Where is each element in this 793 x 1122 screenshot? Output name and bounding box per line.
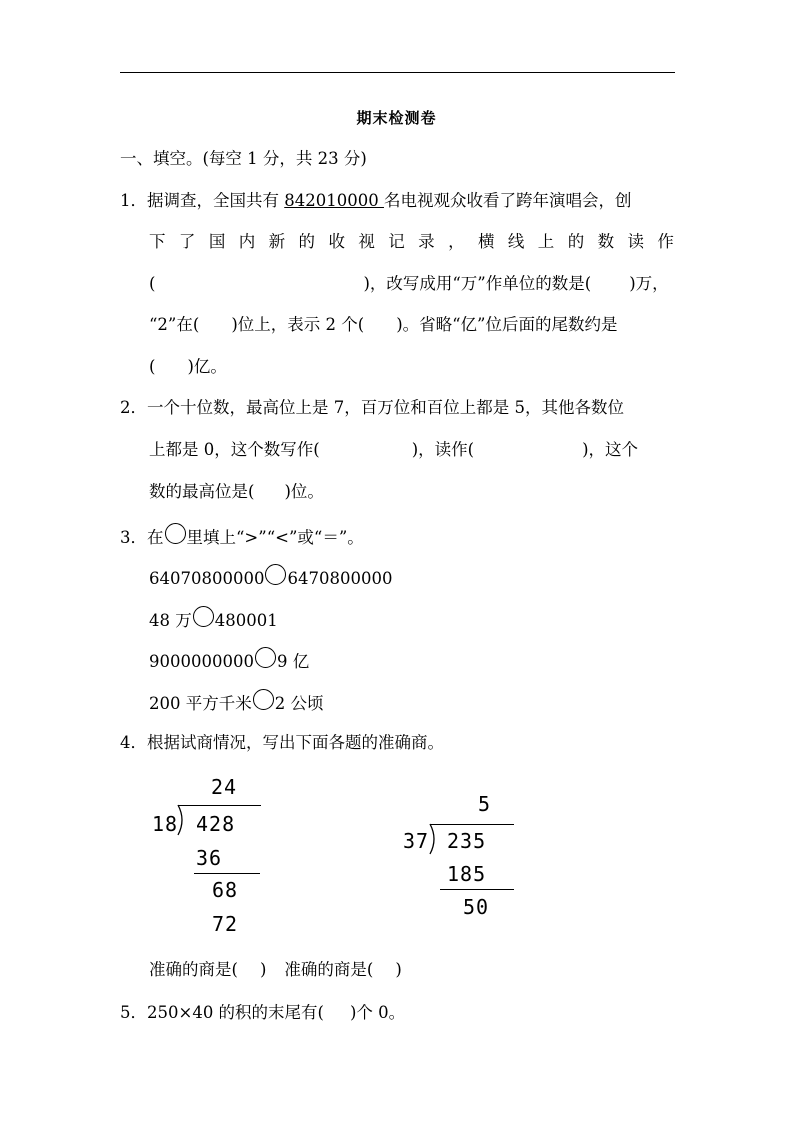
q3-left: 200 平方千米: [149, 694, 252, 713]
q1-text: )位上，表示 2 个(: [231, 315, 365, 334]
q3-item: [149, 568, 392, 590]
q1-line5: [149, 356, 227, 378]
q1-char: 录: [418, 232, 435, 251]
comparison-circle-input[interactable]: [253, 689, 274, 710]
q1-char: 收: [328, 232, 345, 251]
division-bracket-icon: [176, 805, 188, 835]
q5-line1: [120, 1002, 405, 1024]
q1-char: 下: [149, 232, 166, 251]
header-rule: [120, 72, 675, 73]
q3-left: 9000000000: [149, 652, 254, 671]
q2-text: )，这个: [582, 440, 638, 459]
division-bracket-icon: [428, 824, 440, 854]
q1-char: 国: [208, 232, 226, 251]
q1-number: 1．: [120, 191, 147, 210]
q5-number: 5．: [120, 1003, 147, 1022]
q2-text: 数的最高位是(: [149, 482, 255, 501]
q3-right: 2 公顷: [274, 694, 324, 713]
dividend: 235: [447, 829, 487, 853]
q4-text: ): [259, 960, 267, 979]
q1-text: )，改写成用“万”作单位的数是(: [363, 274, 592, 293]
quotient: 5: [478, 792, 492, 816]
trial-product: 72: [212, 912, 239, 936]
q1-paren: (: [149, 357, 156, 376]
q4-text: 准确的商是(: [149, 960, 238, 979]
q1-text: )。省略“亿”位后面的尾数约是: [396, 315, 618, 334]
product: 36: [196, 846, 223, 870]
q1-text: )万，: [629, 274, 669, 293]
comparison-circle-input[interactable]: [255, 647, 276, 668]
q2-number: 2．: [120, 398, 147, 417]
q1-underlined-number: 842010000: [284, 191, 384, 210]
q1-char: 上: [537, 232, 555, 251]
product: 185: [447, 862, 487, 886]
q1-text: “2”在(: [149, 315, 200, 334]
remainder: 50: [463, 895, 490, 919]
q3-left: 48 万: [149, 611, 192, 630]
dividend: 428: [196, 812, 236, 836]
q1-paren: (: [149, 274, 156, 293]
q2-text: )位。: [284, 482, 324, 501]
quotient: 24: [211, 775, 238, 799]
q3-text: 在: [147, 528, 164, 547]
q4-text: 准确的商是(: [284, 960, 374, 979]
q2-text: 上都是 0，这个数写作(: [149, 440, 320, 459]
q1-char: 内: [238, 232, 256, 251]
q1-line4: [149, 314, 618, 336]
q3-number: 3．: [120, 528, 147, 547]
subtraction-line: [440, 889, 514, 890]
q1-char: 新: [268, 232, 286, 251]
division-bar: [430, 824, 514, 825]
q3-item: [149, 610, 278, 632]
q1-char: 横: [477, 232, 495, 251]
section-heading: 一、填空。(每空 1 分，共 23 分): [120, 149, 367, 168]
q3-item: [149, 651, 309, 673]
q5-text: )个 0。: [350, 1003, 406, 1022]
q3-left: 64070800000: [149, 569, 265, 588]
partial-dividend: 68: [212, 878, 239, 902]
q1-text: 据调查，全国共有: [147, 191, 285, 210]
q3-text: 里填上“>”“<”或“＝”。: [186, 528, 364, 547]
q1-char: 作: [657, 232, 674, 251]
q4-text: 根据试商情况，写出下面各题的准确商。: [147, 733, 444, 752]
q4-number: 4．: [120, 733, 147, 752]
q4-text: ): [395, 960, 402, 979]
q2-line1: [120, 397, 624, 419]
q2-text: 一个十位数，最高位上是 7，百万位和百位上都是 5，其他各数位: [147, 398, 624, 417]
q1-char: 数: [597, 232, 615, 251]
q1-text-cont: 名电视观众收看了跨年演唱会，创: [383, 191, 632, 210]
q3-right: 480001: [214, 611, 278, 630]
divisor: 18: [152, 812, 179, 836]
division-bar: [178, 805, 261, 806]
q1-line3: [149, 273, 669, 295]
q3-item: [149, 693, 324, 715]
subtraction-line: [194, 873, 260, 874]
q3-intro: [120, 527, 364, 549]
q1-line2: [149, 231, 674, 253]
divisor: 37: [403, 829, 430, 853]
q1-line1: [120, 190, 631, 212]
q1-char: 线: [507, 232, 525, 251]
q1-text: )亿。: [187, 357, 227, 376]
q1-char: ，: [448, 232, 465, 251]
q1-char: 视: [358, 232, 375, 251]
page-title: 期末检测卷: [356, 109, 437, 127]
q1-char: 的: [567, 232, 585, 251]
q2-line2: [149, 439, 638, 461]
q4-line1: [120, 732, 444, 754]
q3-right: 6470800000: [287, 569, 393, 588]
q2-text: )，读作(: [411, 440, 475, 459]
q3-right: 9 亿: [276, 652, 310, 671]
q1-char: 记: [388, 232, 405, 251]
comparison-circle-input[interactable]: [193, 606, 214, 627]
comparison-circle-icon: [165, 523, 186, 544]
q1-char: 了: [178, 232, 196, 251]
q5-text: 250×40 的积的末尾有(: [147, 1003, 324, 1022]
q1-char: 读: [627, 232, 644, 251]
q1-char: 的: [298, 232, 316, 251]
q2-line3: [149, 481, 324, 503]
q4-answers: [149, 959, 402, 981]
comparison-circle-input[interactable]: [265, 564, 286, 585]
